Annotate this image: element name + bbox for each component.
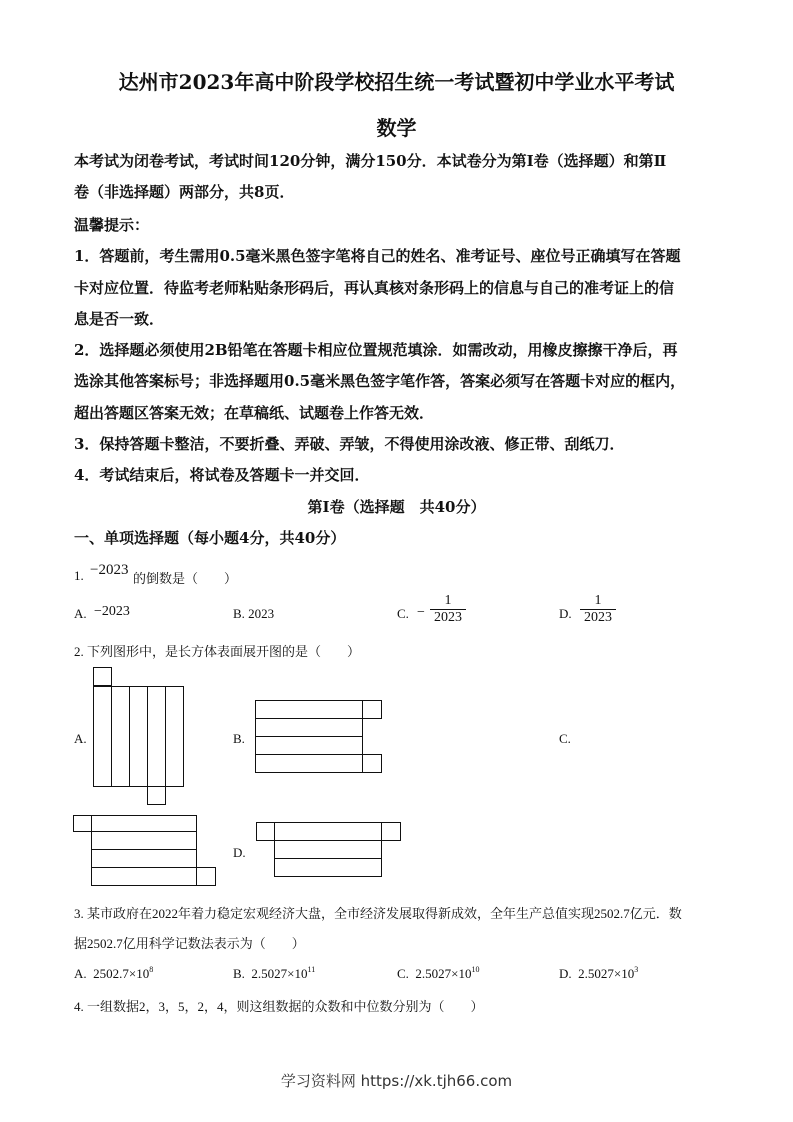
tip3: 3．保持答题卡整洁，不要折叠、弄破、弄皱，不得使用涂改液、修正带、刮纸刀．: [74, 435, 625, 453]
q1-option-d-fraction: [580, 593, 616, 626]
tips-label: 温馨提示：: [74, 216, 150, 234]
q3-c-base: 2.5027×10: [415, 966, 472, 981]
tip1-line3: 息是否一致．: [74, 310, 165, 328]
net-face: [255, 754, 363, 773]
net-face: [255, 736, 363, 755]
q2-option-d-label: D.: [233, 845, 246, 860]
net-face: [165, 686, 184, 787]
q2-option-c-label: C.: [559, 731, 571, 746]
q1-math: −2023: [90, 562, 129, 578]
net-face: [274, 840, 382, 859]
q3-d-base: 2.5027×10: [578, 966, 635, 981]
q3-d-exponent: 3: [634, 965, 639, 974]
tip2-line2: 选涂其他答案标号；非选择题用0.5毫米黑色签字笔作答，答案必须写在答题卡对应的框内，: [74, 372, 686, 390]
q1-option-a-value: −2023: [94, 604, 130, 619]
q1-d-numerator: 1: [594, 593, 602, 608]
tip1-line1: 1．答题前，考生需用0.5毫米黑色签字笔将自己的姓名、准考证号、座位号正确填写在答题: [74, 247, 681, 265]
net-face: [91, 815, 197, 832]
q1-c-denominator: 2023: [434, 610, 462, 625]
q3-a-base: 2502.7×10: [93, 966, 150, 981]
footer-watermark: 学习资料网 https://xk.tjh66.com: [280, 1072, 513, 1090]
q1-d-denominator: 2023: [584, 610, 612, 625]
q1-option-c-label: C.: [397, 606, 409, 621]
part-title: 第Ⅰ卷（选择题 共40分）: [307, 498, 486, 516]
q1-c-numerator: 1: [444, 593, 452, 608]
tip2-line3: 超出答题区答案无效；在草稿纸、试题卷上作答无效．: [74, 404, 435, 422]
net-square: [362, 754, 382, 773]
q3-line-1: 3. 某市政府在2022年着力稳定宏观经济大盘，全市经济发展取得新成效，全年生产总值实现2502.7亿元．数: [74, 906, 682, 921]
net-square: [381, 822, 401, 841]
q3-option-d: [559, 965, 638, 982]
q3-b-label: B.: [233, 966, 245, 981]
q2-option-a-label: A.: [74, 731, 87, 746]
net-face: [255, 700, 363, 719]
q1-option-a-label: A.: [74, 606, 87, 621]
section-title: 一、单项选择题（每小题4分，共40分）: [74, 529, 346, 547]
exam-title: 达州市2023年高中阶段学校招生统一考试暨初中学业水平考试: [118, 70, 675, 94]
q1-text: 的倒数是（ ）: [133, 571, 238, 586]
net-square: [73, 815, 92, 832]
net-face: [111, 686, 130, 787]
q3-c-label: C.: [397, 966, 409, 981]
q1-option-c-fraction: [430, 593, 466, 626]
net-face: [91, 867, 197, 886]
tip4: 4．考试结束后，将试卷及答题卡一并交回．: [74, 466, 370, 484]
q3-b-exponent: 11: [307, 965, 316, 974]
q1-option-c-sign: −: [417, 605, 425, 620]
q3-a-label: A.: [74, 966, 87, 981]
q3-c-exponent: 10: [471, 965, 480, 974]
net-square: [196, 867, 216, 886]
net-face: [147, 686, 166, 787]
q3-option-c: [397, 965, 480, 982]
q4-text: 4. 一组数据2，3，5，2，4，则这组数据的众数和中位数分别为（ ）: [74, 999, 484, 1014]
q3-a-exponent: 8: [149, 965, 154, 974]
intro-line-2: 卷（非选择题）两部分，共8页．: [74, 183, 295, 201]
net-face: [93, 686, 112, 787]
q3-option-b: [233, 965, 315, 982]
net-square: [362, 700, 382, 719]
net-square: [256, 822, 275, 841]
q1-option-d-label: D.: [559, 606, 572, 621]
net-face: [91, 831, 197, 850]
intro-line-1: 本考试为闭卷考试，考试时间120分钟，满分150分．本试卷分为第Ⅰ卷（选择题）和第Ⅱ: [74, 152, 667, 170]
exam-subject: 数学: [376, 116, 417, 140]
q3-d-label: D.: [559, 966, 572, 981]
tip1-line2: 卡对应位置．待监考老师粘贴条形码后，再认真核对条形码上的信息与自己的准考证上的信: [74, 279, 675, 297]
net-face: [91, 849, 197, 868]
q1-number: 1.: [74, 568, 84, 583]
net-square: [93, 667, 112, 686]
q2-text: 2. 下列图形中，是长方体表面展开图的是（ ）: [74, 644, 361, 659]
net-face: [274, 858, 382, 877]
net-square: [147, 786, 166, 805]
q1-option-b: B. 2023: [233, 606, 275, 621]
net-face: [129, 686, 148, 787]
tip2-line1: 2．选择题必须使用2B铅笔在答题卡相应位置规范填涂．如需改动，用橡皮擦擦干净后，再: [74, 341, 678, 359]
net-face: [274, 822, 382, 841]
net-face: [255, 718, 363, 737]
q2-option-b-label: B.: [233, 731, 245, 746]
q3-b-base: 2.5027×10: [251, 966, 308, 981]
q3-option-a: [74, 965, 153, 982]
q3-line-2: 据2502.7亿用科学记数法表示为（ ）: [74, 936, 305, 951]
